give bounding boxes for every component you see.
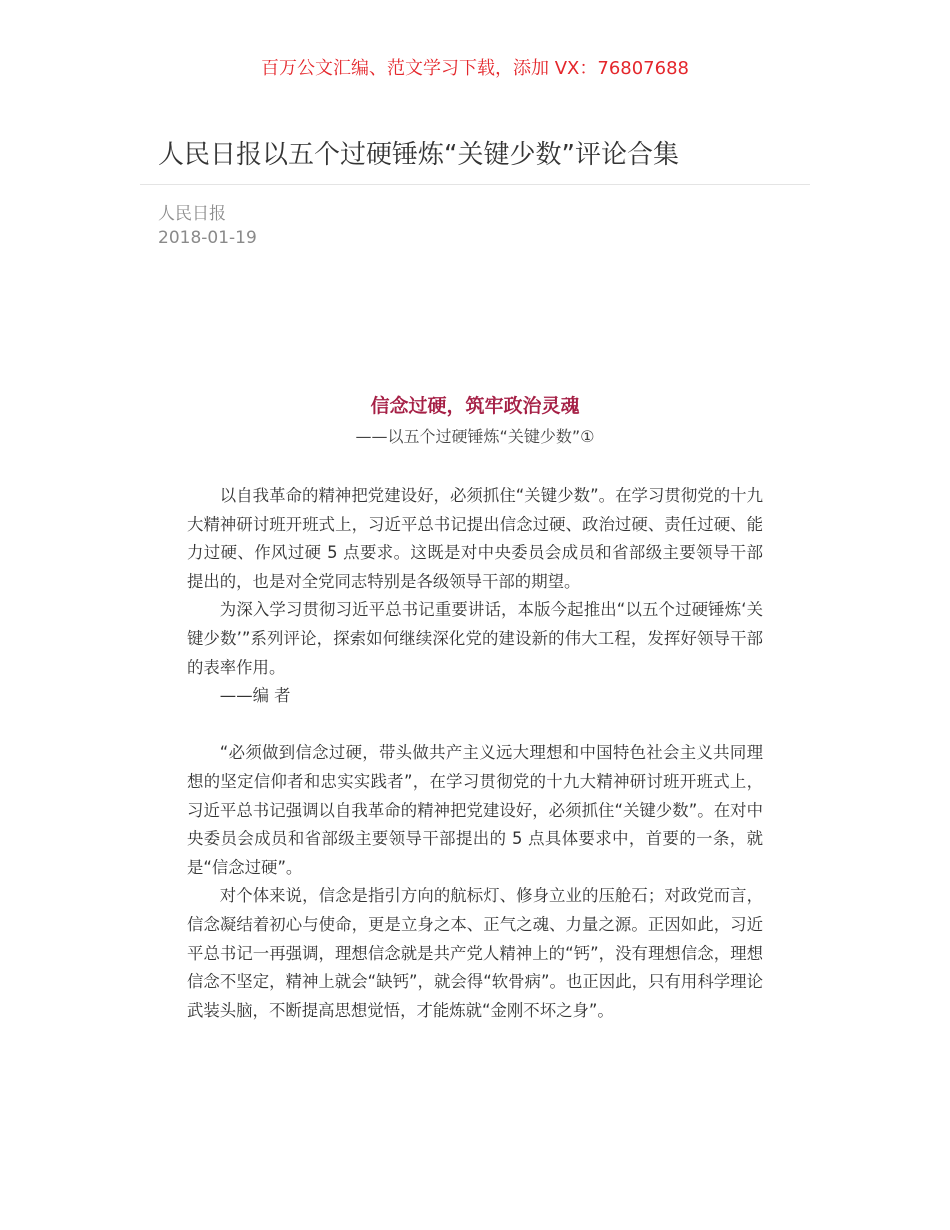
article-title: 人民日报以五个过硬锤炼“关键少数”评论合集: [158, 140, 679, 170]
section-title: 信念过硬，筑牢政治灵魂: [370, 395, 580, 417]
paragraph-series-note: 为深入学习贯彻习近平总书记重要讲话，本版今起推出“以五个过硬锤炼‘关键少数’”系列评论，探索如何继续深化党的建设新的伟大工程，发挥好领导干部的表率作用。: [187, 600, 763, 677]
paragraph-editor-signoff: ——编 者: [219, 686, 291, 706]
article-date: 2018-01-19: [158, 228, 257, 248]
promo-banner: 百万公文汇编、范文学习下载，添加 VX：76807688: [261, 58, 689, 79]
paragraph-main-1: “必须做到信念过硬，带头做共产主义远大理想和中国特色社会主义共同理想的坚定信仰者和忠实实践者”，在学习贯彻党的十九大精神研讨班开班式上，习近平总书记强调以自我革命的精神把党建设好，必须抓住“关键少数”。在对中央委员会成员和省部级主要领导干部提出的 5 点具体要求中，首要的一条，就是“信念过硬”。: [187, 743, 763, 877]
article-meta: [158, 202, 257, 250]
article-body: [187, 482, 763, 1025]
paragraph-main-2: 对个体来说，信念是指引方向的航标灯、修身立业的压舱石；对政党而言，信念凝结着初心与使命，更是立身之本、正气之魂、力量之源。正因如此，习近平总书记一再强调，理想信念就是共产党人精神上的“钙”，没有理想信念，理想信念不坚定，精神上就会“缺钙”，就会得“软骨病”。也正因此，只有用科学理论武装头脑，不断提高思想觉悟，才能炼就“金刚不坏之身”。: [187, 886, 763, 1020]
section-subtitle: ——以五个过硬锤炼“关键少数”①: [355, 427, 595, 446]
article-source: 人民日报: [158, 204, 226, 224]
title-divider: [140, 184, 810, 185]
paragraph-intro: 以自我革命的精神把党建设好，必须抓住“关键少数”。在学习贯彻党的十九大精神研讨班开班式上，习近平总书记提出信念过硬、政治过硬、责任过硬、能力过硬、作风过硬 5 点要求。这既是对中央委员会成员和省部级主要领导干部提出的，也是对全党同志特别是各级领导干部的期望。: [187, 486, 763, 591]
